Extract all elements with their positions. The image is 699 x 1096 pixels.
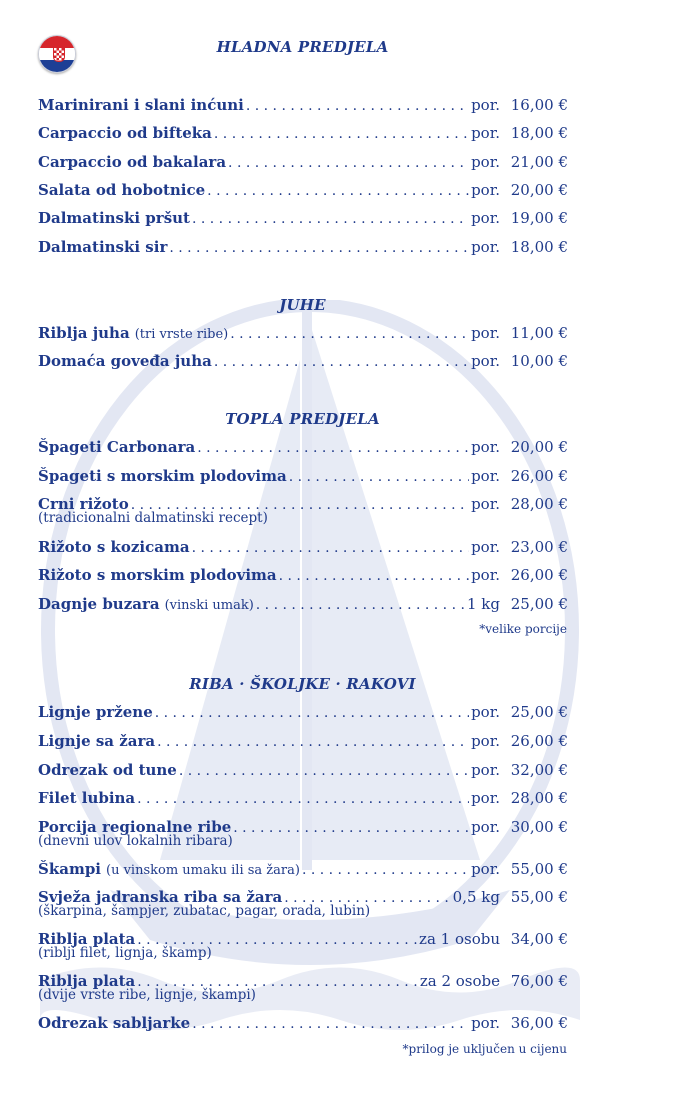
dish-name: Crni rižoto: [38, 495, 129, 513]
dish-name: Špageti s morskim plodovima: [38, 467, 287, 485]
dish-description: (škarpina, šampjer, zubatac, pagar, orada, lubin): [38, 903, 371, 919]
menu-item: [38, 732, 568, 751]
dish-price: 11,00 €: [510, 324, 568, 342]
dish-name: Carpaccio od bifteka: [38, 124, 212, 142]
leader-dots: [179, 762, 469, 780]
dish-price: 26,00 €: [510, 467, 568, 485]
dish-name: Škampi: [38, 860, 102, 878]
dish-name: Salata od hobotnice: [38, 181, 206, 199]
leader-dots: [197, 439, 469, 457]
portion-unit: por.: [471, 467, 500, 485]
leader-dots: [279, 567, 469, 585]
portion-unit: por.: [471, 495, 500, 513]
menu-item: [38, 566, 568, 585]
dish-description: (dvije vrste ribe, lignje, škampi): [38, 987, 256, 1003]
section-heading: JUHE: [279, 296, 326, 314]
menu-item: [38, 860, 568, 880]
dish-name: Dalmatinski pršut: [38, 209, 190, 227]
leader-dots: [192, 210, 469, 228]
dish-name: Porcija regionalne ribe: [38, 818, 232, 836]
dish-price: 18,00 €: [510, 238, 568, 256]
dish-price: 76,00 €: [510, 972, 568, 990]
dish-price: 21,00 €: [510, 153, 568, 171]
dish-name: Svježa jadranska riba sa žara: [38, 888, 283, 906]
leader-dots: [192, 539, 469, 557]
portion-unit: por.: [471, 761, 500, 779]
leader-dots: [246, 97, 469, 115]
menu-item: [38, 703, 568, 722]
section-heading: TOPLA PREDJELA: [225, 410, 380, 428]
dish-name: Lignje sa žara: [38, 732, 156, 750]
leader-dots: [289, 468, 469, 486]
dish-name: Dagnje buzara: [38, 595, 160, 613]
dish-price: 36,00 €: [510, 1014, 568, 1032]
dish-price: 34,00 €: [510, 930, 568, 948]
dish-name: Odrezak sabljarke: [38, 1014, 191, 1032]
dish-description: (riblji filet, lignja, škamp): [38, 945, 212, 961]
section-footnote: *velike porcije: [479, 622, 567, 636]
portion-unit: por.: [471, 124, 500, 142]
menu-item: [38, 438, 568, 457]
menu-item: [38, 595, 568, 615]
menu-item: [38, 972, 568, 1002]
menu-item: [38, 324, 568, 344]
leader-dots: [157, 733, 469, 751]
menu-item: [38, 538, 568, 557]
dish-name: Carpaccio od bakalara: [38, 153, 227, 171]
dish-name: Lignje pržene: [38, 703, 153, 721]
portion-unit: por.: [471, 566, 500, 584]
menu-item: [38, 467, 568, 486]
dish-description: (dnevni ulov lokalnih ribara): [38, 833, 233, 849]
dish-note: (u vinskom umaku ili sa žara): [106, 863, 300, 878]
dish-price: 55,00 €: [510, 860, 568, 878]
section-heading: HLADNA PREDJELA: [216, 38, 389, 56]
dish-name: Špageti Carbonara: [38, 438, 196, 456]
portion-unit: por.: [471, 732, 500, 750]
portion-unit: por.: [471, 438, 500, 456]
dish-name: Rižoto s morskim plodovima: [38, 566, 277, 584]
portion-unit: 1 kg: [466, 595, 500, 613]
portion-unit: por.: [471, 818, 500, 836]
dish-price: 28,00 €: [510, 495, 568, 513]
portion-unit: por.: [471, 96, 500, 114]
dish-price: 25,00 €: [510, 595, 568, 613]
menu-item: [38, 888, 568, 918]
leader-dots: [192, 1015, 469, 1033]
portion-unit: por.: [471, 352, 500, 370]
menu-item: [38, 930, 568, 960]
dish-note: (tri vrste ribe): [134, 327, 229, 342]
dish-price: 26,00 €: [510, 566, 568, 584]
menu-item: [38, 238, 568, 257]
dish-price: 26,00 €: [510, 732, 568, 750]
dish-price: 28,00 €: [510, 789, 568, 807]
section-footnote: *prilog je uključen u cijenu: [402, 1042, 567, 1056]
dish-price: 16,00 €: [510, 96, 568, 114]
menu-item: [38, 818, 568, 848]
leader-dots: [228, 154, 469, 172]
menu-item: [38, 209, 568, 228]
dish-name: Filet lubina: [38, 789, 136, 807]
dish-name: Rižoto s kozicama: [38, 538, 190, 556]
menu-item: [38, 1014, 568, 1033]
leader-dots: [214, 353, 469, 371]
dish-price: 30,00 €: [510, 818, 568, 836]
dish-price: 55,00 €: [510, 888, 568, 906]
dish-price: 23,00 €: [510, 538, 568, 556]
leader-dots: [230, 325, 469, 343]
portion-unit: por.: [471, 703, 500, 721]
leader-dots: [302, 861, 469, 879]
dish-price: 18,00 €: [510, 124, 568, 142]
dish-name: Dalmatinski sir: [38, 238, 168, 256]
dish-name: Riblja juha: [38, 324, 130, 342]
dish-price: 20,00 €: [510, 181, 568, 199]
dish-name: Riblja plata: [38, 930, 136, 948]
menu-item: [38, 761, 568, 780]
dish-name: Riblja plata: [38, 972, 136, 990]
menu-item: [38, 124, 568, 143]
dish-description: (tradicionalni dalmatinski recept): [38, 510, 268, 526]
portion-unit: za 1 osobu: [419, 930, 500, 948]
menu-item: [38, 789, 568, 808]
leader-dots: [214, 125, 469, 143]
leader-dots: [233, 819, 469, 837]
portion-unit: por.: [471, 181, 500, 199]
menu-item: [38, 96, 568, 115]
portion-unit: por.: [471, 153, 500, 171]
portion-unit: por.: [471, 238, 500, 256]
dish-name: Domaća goveđa juha: [38, 352, 212, 370]
portion-unit: por.: [471, 538, 500, 556]
leader-dots: [137, 790, 469, 808]
dish-price: 20,00 €: [510, 438, 568, 456]
dish-price: 10,00 €: [510, 352, 568, 370]
portion-unit: por.: [471, 1014, 500, 1032]
dish-price: 19,00 €: [510, 209, 568, 227]
dish-note: (vinski umak): [164, 598, 254, 613]
menu-item: [38, 181, 568, 200]
leader-dots: [256, 596, 465, 614]
portion-unit: por.: [471, 789, 500, 807]
dish-price: 32,00 €: [510, 761, 568, 779]
portion-unit: por.: [471, 860, 500, 878]
portion-unit: por.: [471, 209, 500, 227]
dish-name: Odrezak od tune: [38, 761, 177, 779]
portion-unit: za 2 osobe: [419, 972, 500, 990]
dish-name: Marinirani i slani inćuni: [38, 96, 244, 114]
dish-price: 25,00 €: [510, 703, 568, 721]
section-heading: RIBA · ŠKOLJKE · RAKOVI: [189, 675, 416, 693]
menu-item: [38, 153, 568, 172]
leader-dots: [169, 239, 469, 257]
portion-unit: por.: [471, 324, 500, 342]
leader-dots: [207, 182, 469, 200]
portion-unit: 0,5 kg: [452, 888, 500, 906]
menu-item: [38, 495, 568, 525]
menu-item: [38, 352, 568, 371]
leader-dots: [155, 704, 469, 722]
